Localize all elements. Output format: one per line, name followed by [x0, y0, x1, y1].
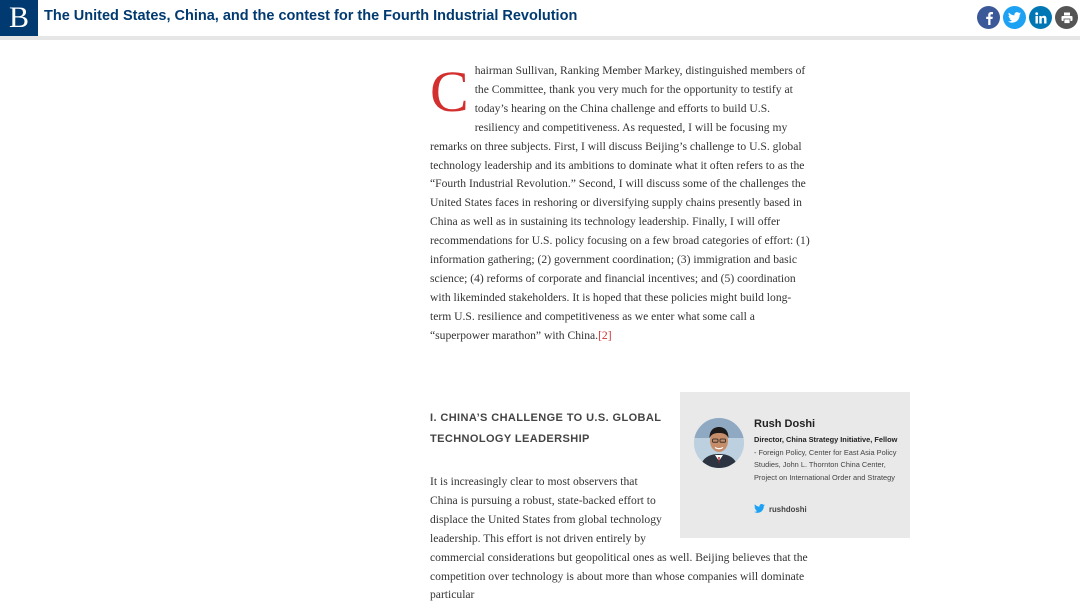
- page-title: The United States, China, and the contest for the Fourth Industrial Revolution: [44, 8, 578, 24]
- author-title: Director, China Strategy Initiative, Fellow: [754, 435, 898, 444]
- footnote-link[interactable]: [2]: [598, 328, 612, 342]
- twitter-share-button[interactable]: [1003, 6, 1026, 29]
- author-role: [754, 434, 900, 484]
- print-icon: [1061, 12, 1073, 24]
- intro-paragraph: hairman Sullivan, Ranking Member Markey, distinguished members of the Committee, thank you very much for the opportunity to testify at today’s hearing on the China challenge and efforts to build U.S. resiliency and competitiveness. As requested, I will be focusing my remarks on three subjects. First, I will discuss Beijing’s challenge to U.S. global technology leadership and its ambitions to dominate what it often refers to as the “Fourth Industrial Revolution.” Second, I will discuss some of the challenges the United States faces in reshoring or diversifying supply chains presently based in China as well as in sustaining its technology leadership. Finally, I will offer recommendations for U.S. policy focusing on a few broad categories of effort: (1) information gathering; (2) government coordination; (3) immigration and basic science; (4) reforms of corporate and financial incentives; and (5) coordination with likeminded stakeholders. It is hoped that these policies might build long-term U.S. resilience and competitiveness as we enter what some call a “superpower marathon” with China.: [430, 64, 810, 342]
- twitter-handle: rushdoshi: [769, 505, 807, 514]
- print-button[interactable]: [1055, 6, 1078, 29]
- drop-cap: C: [430, 59, 469, 124]
- brookings-logo[interactable]: B: [0, 0, 38, 36]
- paragraph-text: It is increasingly clear to most observers that China is pursuing a robust, state-backed effort to displace the United States from global technology leadership. This effort is not driven entirely by commercial considerations but geopolitical ones as well. Beijing believes that the competition over technology is about more than whose companies will dominate particular: [430, 475, 808, 602]
- author-affiliations: - Foreign Policy, Center for East Asia Policy Studies, John L. Thornton China Center, Project on International Order and Strategy: [754, 447, 897, 482]
- article-intro: [430, 59, 810, 346]
- linkedin-share-button[interactable]: [1029, 6, 1052, 29]
- author-card: [680, 392, 910, 538]
- linkedin-icon: [1035, 12, 1047, 24]
- facebook-share-button[interactable]: [977, 6, 1000, 29]
- section-heading: I. CHINA’S CHALLENGE TO U.S. GLOBAL TECHNOLOGY LEADERSHIP: [430, 412, 662, 445]
- author-avatar[interactable]: [694, 418, 744, 468]
- facebook-icon: [984, 11, 994, 25]
- twitter-icon: [1008, 12, 1021, 23]
- author-twitter-link[interactable]: [754, 504, 807, 515]
- twitter-icon: [754, 504, 765, 515]
- site-header: [0, 0, 1080, 40]
- author-name[interactable]: Rush Doshi: [754, 418, 816, 430]
